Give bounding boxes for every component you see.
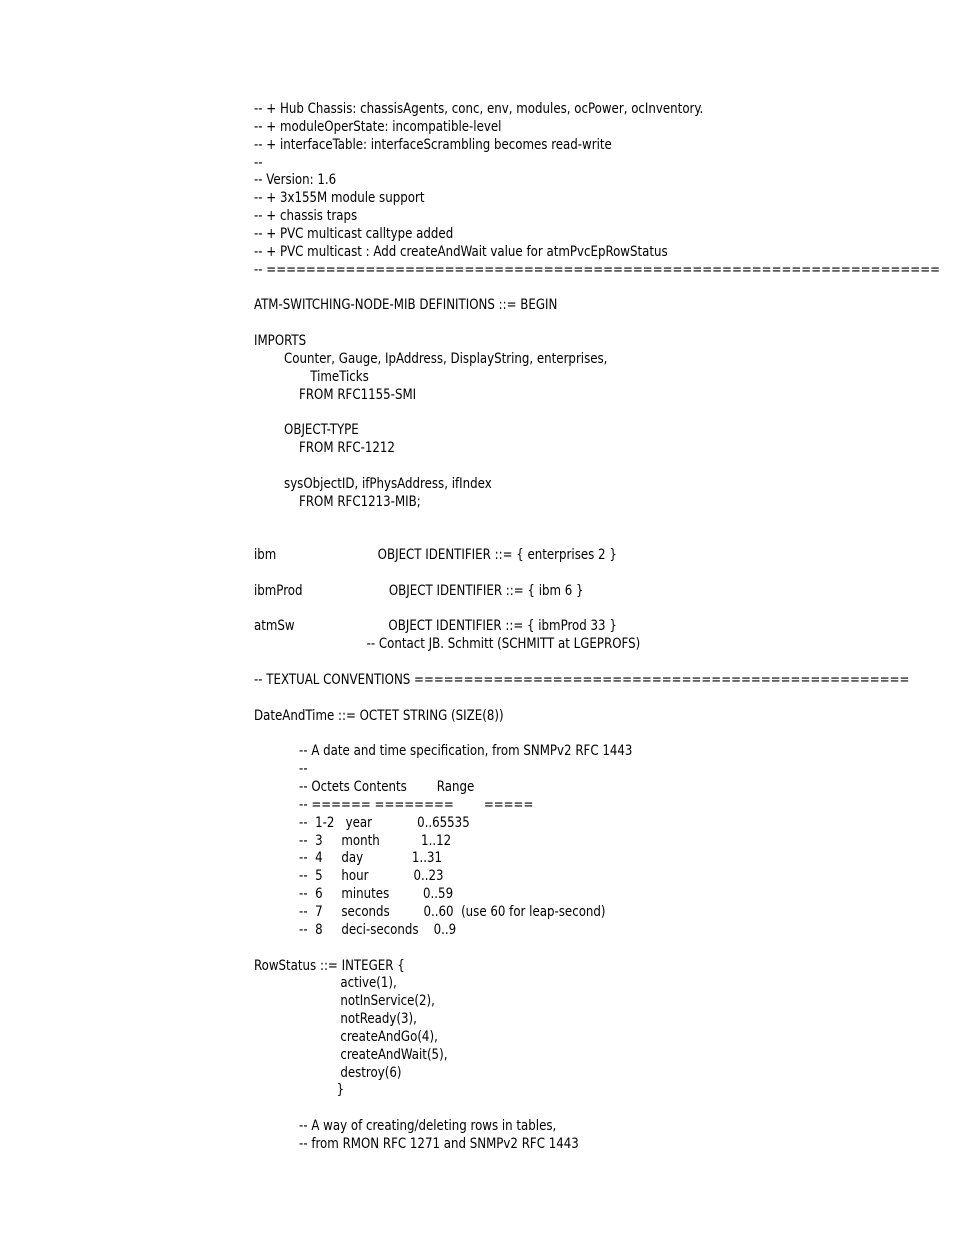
blank-line xyxy=(254,565,940,583)
code-line: FROM RFC1155-SMI xyxy=(254,386,417,403)
code-line: notInService(2), xyxy=(254,993,435,1010)
blank-line xyxy=(254,404,940,422)
code-line: -- Octets Contents Range xyxy=(254,779,475,796)
code-line: FROM RFC-1212 xyxy=(254,440,395,457)
code-line: TimeTicks xyxy=(254,368,369,385)
code-line: -- + chassis traps xyxy=(254,208,358,225)
code-line: -- 3 month 1..12 xyxy=(254,832,452,849)
code-line: DateAndTime ::= OCTET STRING (SIZE(8)) xyxy=(254,707,504,724)
code-line: -- + interfaceTable: interfaceScrambling becomes read-write xyxy=(254,136,612,153)
code-line: -- 7 seconds 0..60 (use 60 for leap-second) xyxy=(254,903,606,920)
code-line: -- + moduleOperState: incompatible-level xyxy=(254,118,502,135)
code-line: atmSw OBJECT IDENTIFIER ::= { ibmProd 33 } xyxy=(254,618,617,635)
blank-line xyxy=(254,690,940,708)
code-line: } xyxy=(254,1082,345,1099)
code-line: -- Version: 1.6 xyxy=(254,172,337,189)
code-line: OBJECT-TYPE xyxy=(254,422,359,439)
code-line: sysObjectID, ifPhysAddress, ifIndex xyxy=(254,475,492,492)
code-line: -- ==================================================================== xyxy=(254,261,941,278)
code-line: -- from RMON RFC 1271 and SNMPv2 RFC 1443 xyxy=(254,1135,579,1152)
blank-line xyxy=(254,315,940,333)
code-line: RowStatus ::= INTEGER { xyxy=(254,957,405,974)
code-line: createAndGo(4), xyxy=(254,1028,438,1045)
blank-line xyxy=(254,601,940,619)
code-line: Counter, Gauge, IpAddress, DisplayString, enterprises, xyxy=(254,350,608,367)
code-line: -- + PVC multicast : Add createAndWait value for atmPvcEpRowStatus xyxy=(254,243,668,260)
code-line: -- xyxy=(254,154,263,171)
blank-line xyxy=(254,940,940,958)
code-line: ibm OBJECT IDENTIFIER ::= { enterprises 2 } xyxy=(254,547,617,564)
blank-line xyxy=(254,511,940,529)
code-line: -- 6 minutes 0..59 xyxy=(254,886,454,903)
code-line: active(1), xyxy=(254,975,397,992)
blank-line xyxy=(254,726,940,744)
code-line: -- TEXTUAL CONVENTIONS ================================================== xyxy=(254,672,910,688)
code-line: -- + PVC multicast calltype added xyxy=(254,225,454,242)
code-line: destroy(6) xyxy=(254,1064,402,1081)
blank-line xyxy=(254,458,940,476)
code-line: -- A way of creating/deleting rows in tables, xyxy=(254,1118,557,1135)
code-line: -- 8 deci-seconds 0..9 xyxy=(254,921,457,938)
code-line: -- + 3x155M module support xyxy=(254,190,425,207)
mib-source-listing xyxy=(254,101,940,1154)
code-line: -- A date and time specification, from SNMPv2 RFC 1443 xyxy=(254,743,633,760)
code-line: -- ====== ======== ===== xyxy=(254,796,534,813)
code-line: -- Contact JB. Schmitt (SCHMITT at LGEPROFS) xyxy=(254,636,641,653)
blank-line xyxy=(254,654,940,672)
code-line: -- 1-2 year 0..65535 xyxy=(254,814,470,831)
code-line: IMPORTS xyxy=(254,332,307,349)
code-line: -- 5 hour 0..23 xyxy=(254,868,444,885)
blank-line xyxy=(254,1100,940,1118)
code-line: -- xyxy=(254,761,308,778)
blank-line xyxy=(254,279,940,297)
code-line: FROM RFC1213-MIB; xyxy=(254,493,421,510)
code-line: -- 4 day 1..31 xyxy=(254,850,443,867)
code-line: notReady(3), xyxy=(254,1011,417,1028)
blank-line xyxy=(254,529,940,547)
code-line: ibmProd OBJECT IDENTIFIER ::= { ibm 6 } xyxy=(254,582,584,599)
code-line: -- + Hub Chassis: chassisAgents, conc, env, modules, ocPower, ocInventory. xyxy=(254,101,704,117)
code-line: ATM-SWITCHING-NODE-MIB DEFINITIONS ::= BEGIN xyxy=(254,297,558,314)
code-line: createAndWait(5), xyxy=(254,1046,448,1063)
